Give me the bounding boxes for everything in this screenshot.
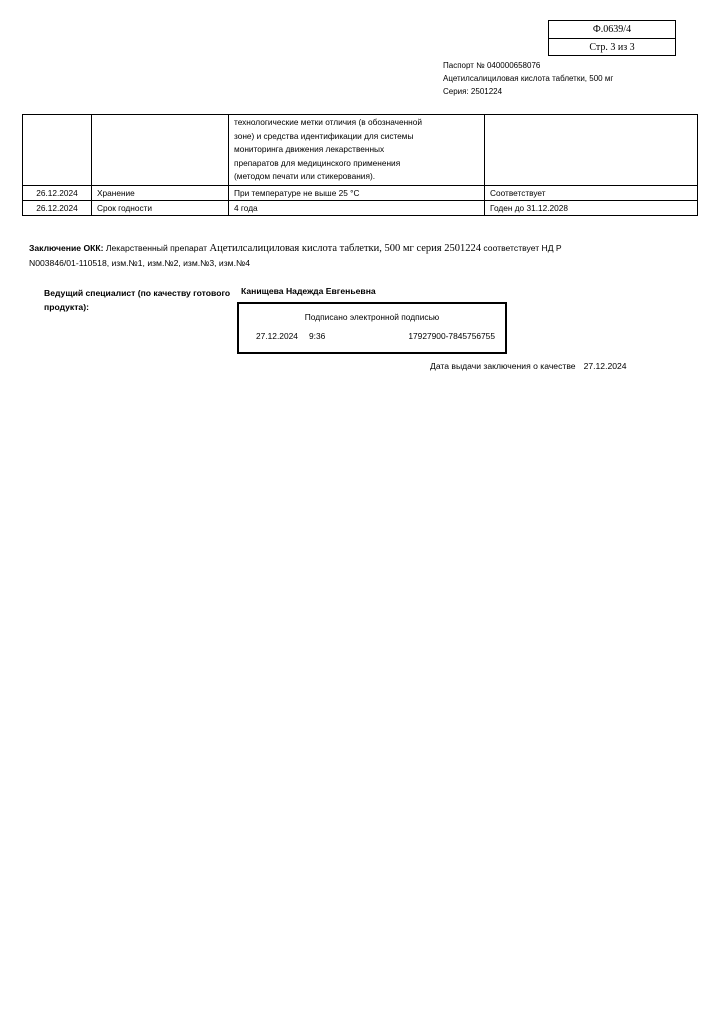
page-number: Стр. 3 из 3 [589, 42, 635, 53]
table-row [23, 200, 698, 215]
series-number: Серия: 2501224 [443, 87, 503, 96]
table-cell [23, 115, 92, 186]
requirement-line: (методом печати или стикерования). [234, 171, 376, 182]
test-requirement: При температуре не выше 25 °С [229, 185, 485, 200]
requirement-line: мониторинга движения лекарственных [234, 144, 385, 155]
table-row [23, 185, 698, 200]
signature-title: Подписано электронной подписью [304, 312, 440, 322]
signature-time: 9:36 [309, 331, 326, 341]
qc-conclusion [29, 241, 679, 271]
table-row-continued [23, 115, 698, 186]
conclusion-nd-reference: N003846/01-110518, изм.№1, изм.№2, изм.№3, изм.№4 [29, 258, 250, 268]
specialist-label: Ведущий специалист (по качеству готового продукта): [44, 288, 231, 312]
specialist-name: Канищева Надежда Евгеньевна [241, 286, 376, 296]
signature-certificate-code: 17927900-7845756755 [408, 331, 495, 341]
electronic-signature-stamp [237, 302, 507, 354]
product-name: Ацетилсалициловая кислота таблетки, 500 мг [443, 74, 614, 83]
test-date: 26.12.2024 [23, 185, 92, 200]
conclusion-text-end: соответствует НД Р [483, 243, 562, 253]
test-date: 26.12.2024 [23, 200, 92, 215]
form-code: Ф.0639/4 [549, 21, 675, 39]
conclusion-label: Заключение ОКК: [29, 243, 104, 253]
issue-date-label: Дата выдачи заключения о качестве [430, 361, 576, 371]
requirement-line: препаратов для медицинского применения [234, 157, 401, 168]
conclusion-product: Ацетилсалициловая кислота таблетки, 500 мг серия 2501224 [209, 243, 481, 254]
issue-date [430, 361, 627, 371]
signature-date: 27.12.2024 [256, 331, 298, 341]
test-indicator: Срок годности [92, 200, 229, 215]
test-result: Годен до 31.12.2028 [485, 200, 698, 215]
issue-date-value: 27.12.2024 [583, 361, 627, 371]
requirement-line: зоне) и средства идентификации для системы [234, 130, 414, 141]
test-result: Соответствует [485, 185, 698, 200]
conclusion-text: Лекарственный препарат [105, 243, 208, 253]
table-cell-requirement [229, 115, 485, 186]
test-indicator: Хранение [92, 185, 229, 200]
test-results-table [22, 114, 698, 216]
requirement-line: технологические метки отличия (в обозначенной [234, 117, 423, 127]
table-cell [92, 115, 229, 186]
passport-header [443, 59, 613, 98]
form-number-box [548, 20, 676, 56]
test-requirement: 4 года [229, 200, 485, 215]
table-cell [485, 115, 698, 186]
passport-number: Паспорт № 040000658076 [443, 61, 541, 70]
